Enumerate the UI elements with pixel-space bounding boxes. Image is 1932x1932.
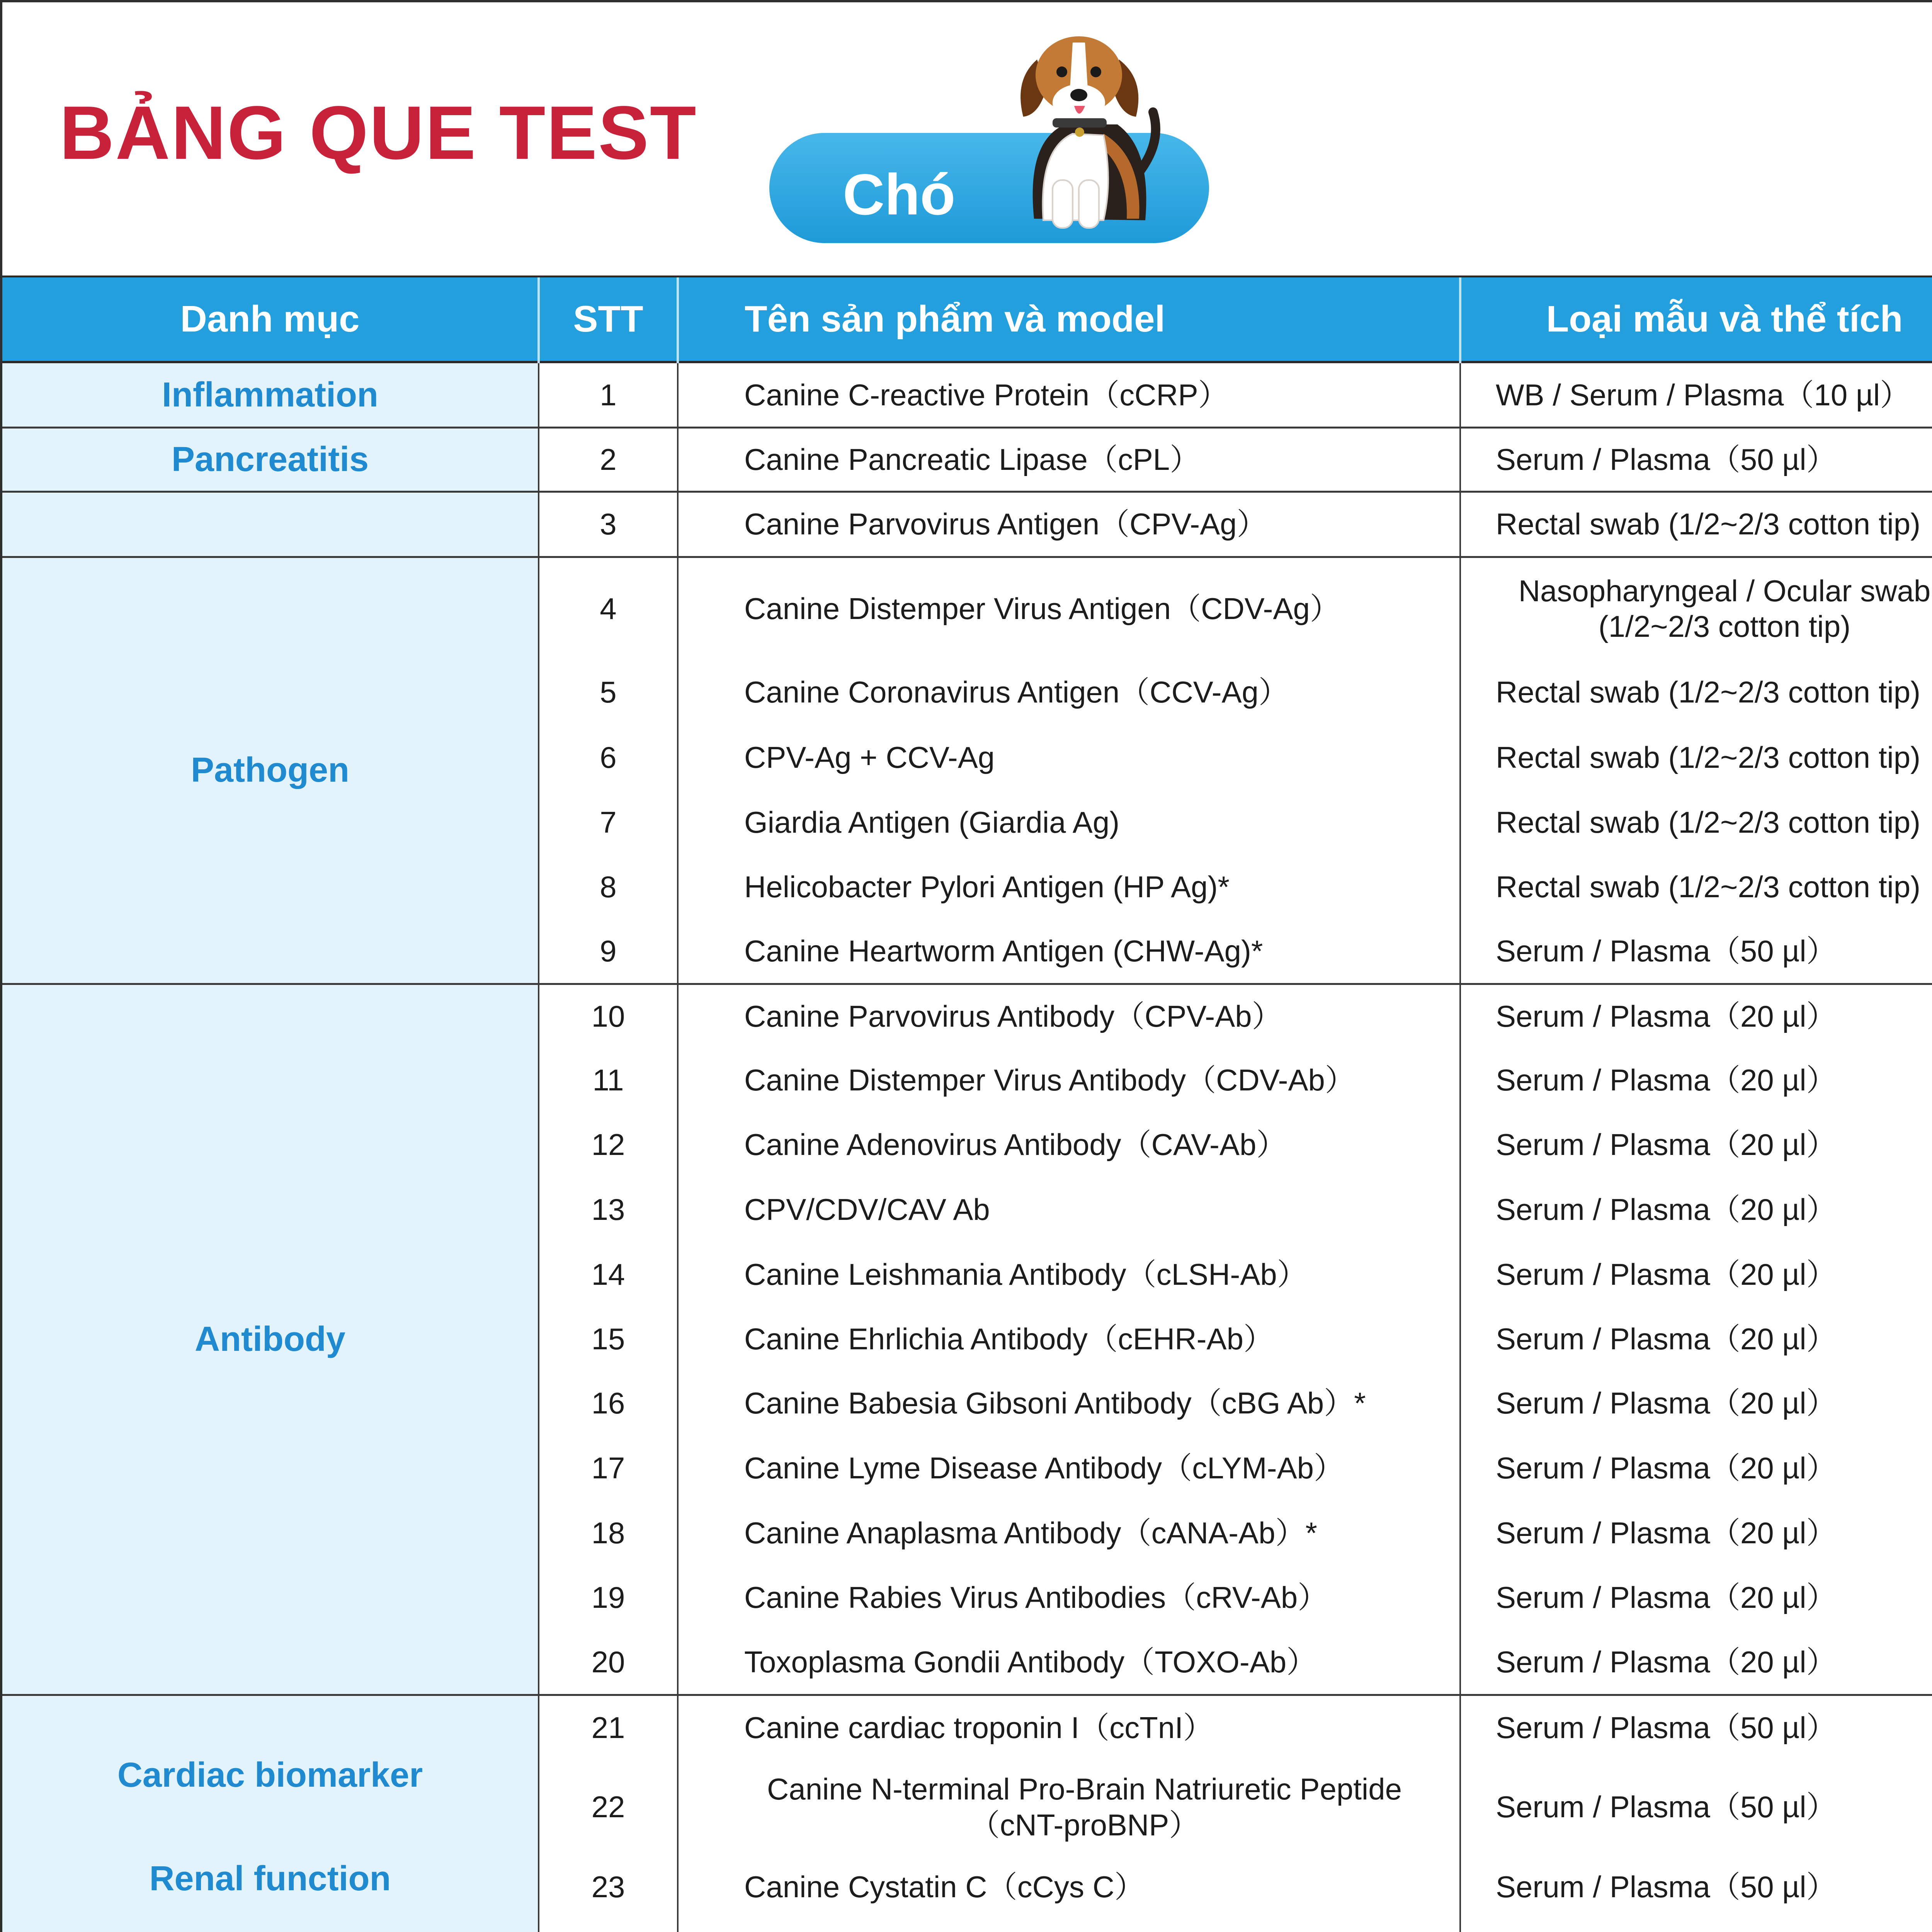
- row-sample: Nasopharyngeal / Ocular swab (1/2~2/3 cotton tip): [1460, 557, 1932, 659]
- row-stt: 3: [539, 492, 678, 557]
- row-product-name: Canine Distemper Virus Antibody（CDV-Ab）: [678, 1048, 1460, 1112]
- row-sample: Serum / Plasma（50 µl）: [1460, 1760, 1932, 1854]
- row-product-name: Canine Parvovirus Antibody（CPV-Ab）: [678, 984, 1460, 1048]
- row-sample: Serum / Plasma（20 µl）: [1460, 1565, 1932, 1630]
- row-sample: Serum / Plasma（20 µl）: [1460, 1112, 1932, 1177]
- row-sample: Serum / Plasma（50 µl）: [1460, 1854, 1932, 1919]
- row-stt: 18: [539, 1501, 678, 1565]
- row-sample: Rectal swab (1/2~2/3 cotton tip): [1460, 790, 1932, 855]
- row-product-name: Canine Rabies Virus Antibodies（cRV-Ab）: [678, 1565, 1460, 1630]
- row-stt: 15: [539, 1307, 678, 1371]
- row-product-name: [678, 1919, 1460, 1932]
- row-sample: Rectal swab (1/2~2/3 cotton tip): [1460, 855, 1932, 919]
- row-stt: 12: [539, 1112, 678, 1177]
- column-header-product: Tên sản phẩm và model: [678, 277, 1460, 362]
- row-sample: Serum / Plasma（20 µl）: [1460, 1307, 1932, 1371]
- row-stt: 16: [539, 1371, 678, 1435]
- category-cardiac: Cardiac biomarker: [2, 1695, 539, 1854]
- page-title: BẢNG QUE TEST: [60, 90, 697, 175]
- row-stt: 22: [539, 1760, 678, 1854]
- row-sample: Serum / Plasma（50 µl）: [1460, 919, 1932, 984]
- table-row: [2, 362, 1932, 427]
- row-product-name: Canine Anaplasma Antibody（cANA-Ab）*: [678, 1501, 1460, 1565]
- column-header-sample: Loại mẫu và thể tích: [1460, 277, 1932, 362]
- test-table: [2, 277, 1932, 1932]
- table-row: [2, 492, 1932, 557]
- animal-badge-label: Chó: [843, 162, 956, 227]
- column-header-stt: STT: [539, 277, 678, 362]
- row-sample: Serum / Plasma（50 µl）: [1460, 427, 1932, 492]
- table-row: [2, 557, 1932, 659]
- row-product-name: Canine Parvovirus Antigen（CPV-Ag）: [678, 492, 1460, 557]
- row-product-name: Canine Distemper Virus Antigen（CDV-Ag）: [678, 557, 1460, 659]
- table-row: [2, 1695, 1932, 1760]
- table-header-row: [2, 277, 1932, 362]
- row-product-name: Helicobacter Pylori Antigen (HP Ag)*: [678, 855, 1460, 919]
- row-stt: 5: [539, 659, 678, 725]
- row-sample: Serum / Plasma（20 µl）: [1460, 1371, 1932, 1435]
- row-sample: [1460, 1919, 1932, 1932]
- table-row: [2, 427, 1932, 492]
- row-product-name: Canine Heartworm Antigen (CHW-Ag)*: [678, 919, 1460, 984]
- row-product-name: Canine Cystatin C（cCys C）: [678, 1854, 1460, 1919]
- row-stt: 2: [539, 427, 678, 492]
- row-stt: 1: [539, 362, 678, 427]
- category-antibody: Antibody: [2, 984, 539, 1695]
- row-product-name: Canine N-terminal Pro-Brain Natriuretic Peptide（cNT-proBNP）: [678, 1760, 1460, 1854]
- row-sample: Serum / Plasma（20 µl）: [1460, 1435, 1932, 1501]
- row-product-name: Canine Pancreatic Lipase（cPL）: [678, 427, 1460, 492]
- row-sample: Rectal swab (1/2~2/3 cotton tip): [1460, 492, 1932, 557]
- row-stt: 6: [539, 725, 678, 790]
- row-stt: [539, 1919, 678, 1932]
- row-stt: 23: [539, 1854, 678, 1919]
- category-pancreatitis: Pancreatitis: [2, 427, 539, 492]
- dog-illustration-icon: [988, 26, 1173, 242]
- row-sample: WB / Serum / Plasma（10 µl）: [1460, 362, 1932, 427]
- row-stt: 14: [539, 1242, 678, 1307]
- category-pathogen: Pathogen: [2, 557, 539, 984]
- row-stt: 19: [539, 1565, 678, 1630]
- row-stt: 20: [539, 1630, 678, 1695]
- row-sample: Serum / Plasma（50 µl）: [1460, 1695, 1932, 1760]
- row-stt: 7: [539, 790, 678, 855]
- table-row: [2, 1854, 1932, 1919]
- row-sample: Rectal swab (1/2~2/3 cotton tip): [1460, 659, 1932, 725]
- row-product-name: CPV-Ag + CCV-Ag: [678, 725, 1460, 790]
- category-renal: Renal function: [2, 1854, 539, 1932]
- column-header-category: Danh mục: [2, 277, 539, 362]
- row-product-name: Canine Leishmania Antibody（cLSH-Ab）: [678, 1242, 1460, 1307]
- row-product-name: Canine C-reactive Protein（cCRP）: [678, 362, 1460, 427]
- row-product-name: Canine Lyme Disease Antibody（cLYM-Ab）: [678, 1435, 1460, 1501]
- category-empty: [2, 492, 539, 557]
- row-stt: 4: [539, 557, 678, 659]
- row-product-name: Toxoplasma Gondii Antibody（TOXO-Ab）: [678, 1630, 1460, 1695]
- row-product-name: Canine Babesia Gibsoni Antibody（cBG Ab）*: [678, 1371, 1460, 1435]
- row-product-name: CPV/CDV/CAV Ab: [678, 1177, 1460, 1242]
- row-sample: Serum / Plasma（20 µl）: [1460, 1048, 1932, 1112]
- category-inflammation: Inflammation: [2, 362, 539, 427]
- row-stt: 8: [539, 855, 678, 919]
- row-stt: 11: [539, 1048, 678, 1112]
- row-sample: Serum / Plasma（20 µl）: [1460, 984, 1932, 1048]
- row-product-name: Canine Adenovirus Antibody（CAV-Ab）: [678, 1112, 1460, 1177]
- table-row: [2, 984, 1932, 1048]
- row-sample: Serum / Plasma（20 µl）: [1460, 1501, 1932, 1565]
- row-stt: 21: [539, 1695, 678, 1760]
- row-sample: Serum / Plasma（20 µl）: [1460, 1242, 1932, 1307]
- row-sample: Serum / Plasma（20 µl）: [1460, 1630, 1932, 1695]
- row-stt: 9: [539, 919, 678, 984]
- row-product-name: Canine Coronavirus Antigen（CCV-Ag）: [678, 659, 1460, 725]
- row-stt: 13: [539, 1177, 678, 1242]
- row-product-name: Giardia Antigen (Giardia Ag): [678, 790, 1460, 855]
- row-sample: Serum / Plasma（20 µl）: [1460, 1177, 1932, 1242]
- row-stt: 10: [539, 984, 678, 1048]
- row-product-name: Canine Ehrlichia Antibody（cEHR-Ab）: [678, 1307, 1460, 1371]
- row-stt: 17: [539, 1435, 678, 1501]
- row-product-name: Canine cardiac troponin I（ccTnI）: [678, 1695, 1460, 1760]
- row-sample: Rectal swab (1/2~2/3 cotton tip): [1460, 725, 1932, 790]
